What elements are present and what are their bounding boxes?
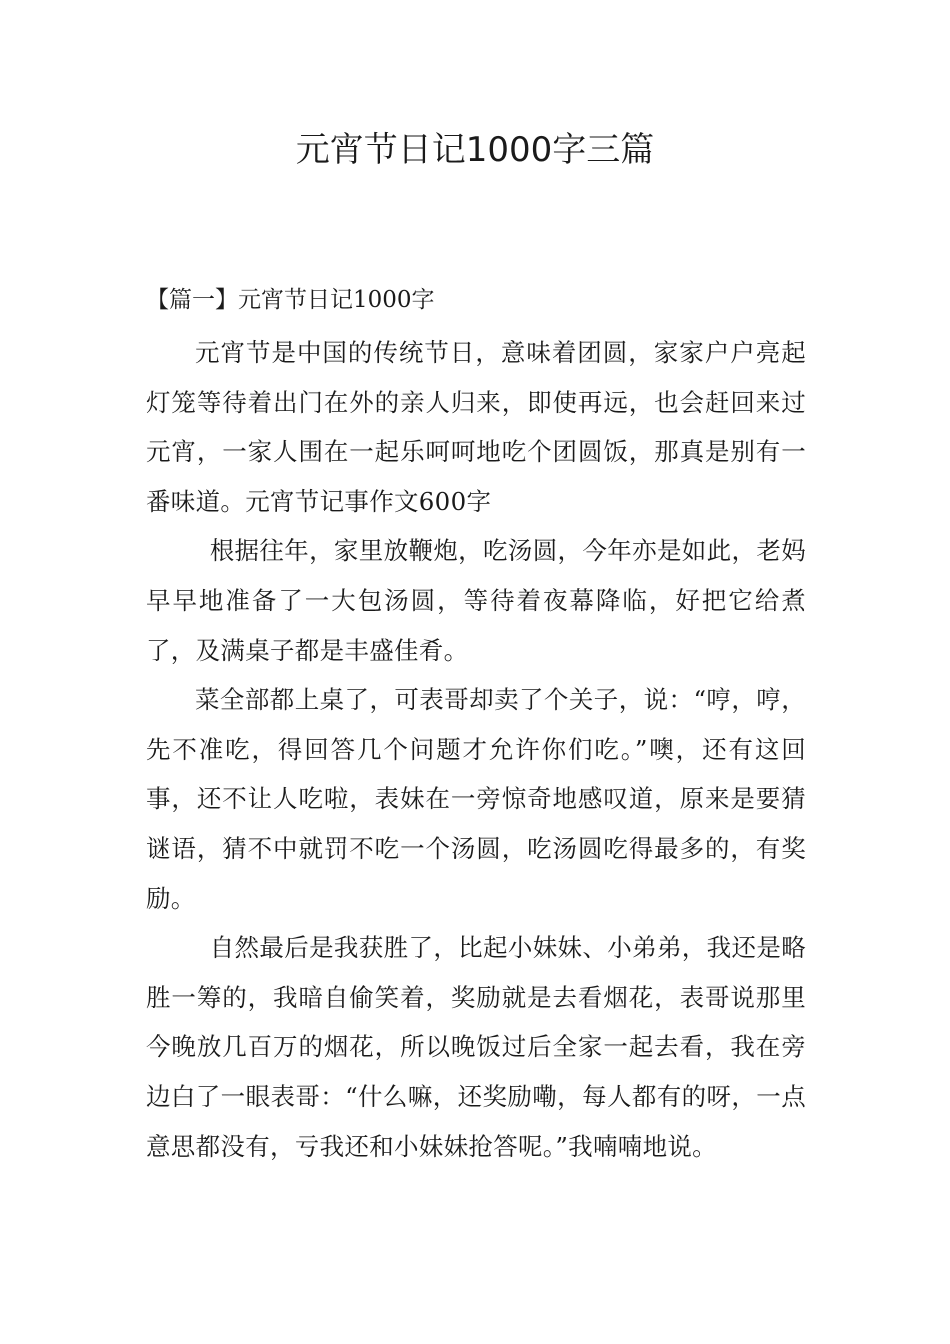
paragraph-1: 元宵节是中国的传统节日，意味着团圆，家家户户亮起灯笼等待着出门在外的亲人归来，即使再远，也会赶回来过元宵，一家人围在一起乐呵呵地吃个团圆饭，那真是别有一番味道。元宵节记事作文600字 [146,338,806,516]
paragraph-4: 自然最后是我获胜了，比起小妹妹、小弟弟，我还是略胜一筹的，我暗自偷笑着，奖励就是去看烟花，表哥说那里今晚放几百万的烟花，所以晚饭过后全家一起去看，我在旁边白了一眼表哥：“什么嘛，还奖励嘞，每人都有的呀，一点意思都没有，亏我还和小妹妹抢答呢。”我喃喃地说。 [146,933,806,1161]
paragraph-2: 根据往年，家里放鞭炮，吃汤圆，今年亦是如此，老妈早早地准备了一大包汤圆，等待着夜幕降临，好把它给煮了，及满桌子都是丰盛佳肴。 [146,536,806,665]
paragraph-3: 菜全部都上桌了，可表哥却卖了个关子，说：“哼，哼，先不准吃，得回答几个问题才允许你们吃。”噢，还有这回事，还不让人吃啦，表妹在一旁惊奇地感叹道，原来是要猜谜语，猜不中就罚不吃一个汤圆，吃汤圆吃得最多的，有奖励。 [146,685,806,913]
document-title: 元宵节日记1000字三篇 [295,130,655,170]
document-body [146,328,806,1171]
section-heading: 【篇一】元宵节日记1000字 [146,287,435,313]
